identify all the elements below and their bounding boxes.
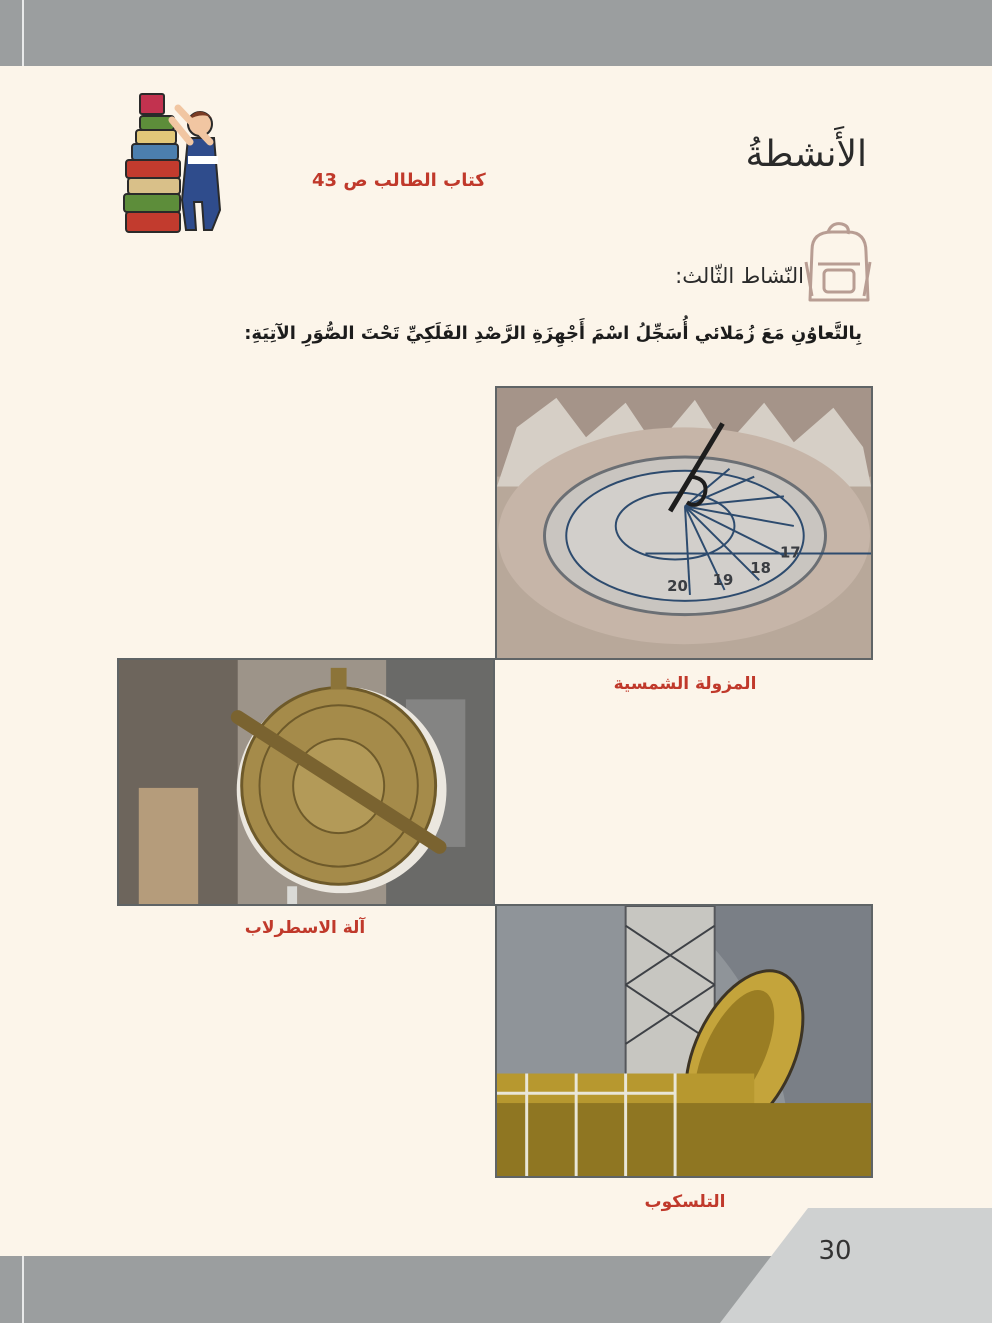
astrolabe-photo: [117, 658, 495, 906]
astrolabe-caption: آلة الاسطرلاب: [244, 918, 366, 938]
page-title: الأَنشطةُ: [745, 134, 867, 175]
sundial-number-20: 20: [667, 578, 688, 595]
sundial-number-17: 17: [779, 544, 801, 562]
sundial-photo: [495, 386, 873, 660]
sundial-caption: المزولة الشمسية: [613, 674, 757, 694]
telescope-photo: [495, 904, 873, 1178]
top-band: [0, 0, 992, 66]
sundial-number-19: 19: [712, 572, 734, 590]
top-band-edge: [22, 0, 24, 66]
sundial-number-18: 18: [750, 560, 771, 578]
textbook-reference: كتاب الطالب ص 43: [312, 170, 486, 191]
activity-label: النّشاط الثّالث:: [675, 264, 804, 288]
activity-instruction: بِالتَّعاوُنِ مَعَ زُمَلائي أُسَجِّلُ اسْمَ أَجْهِزَةِ الرَّصْدِ الفَلَكِيِّ تَحْتَ الصُّوَرِ الآتِيَةِ:: [244, 323, 862, 344]
telescope-caption: التلسكوب: [644, 1192, 726, 1212]
page-number: 30: [818, 1236, 852, 1266]
bottom-band-edge: [22, 1256, 24, 1323]
books-mascot-illustration: [118, 90, 242, 240]
backpack-icon: [802, 222, 874, 308]
